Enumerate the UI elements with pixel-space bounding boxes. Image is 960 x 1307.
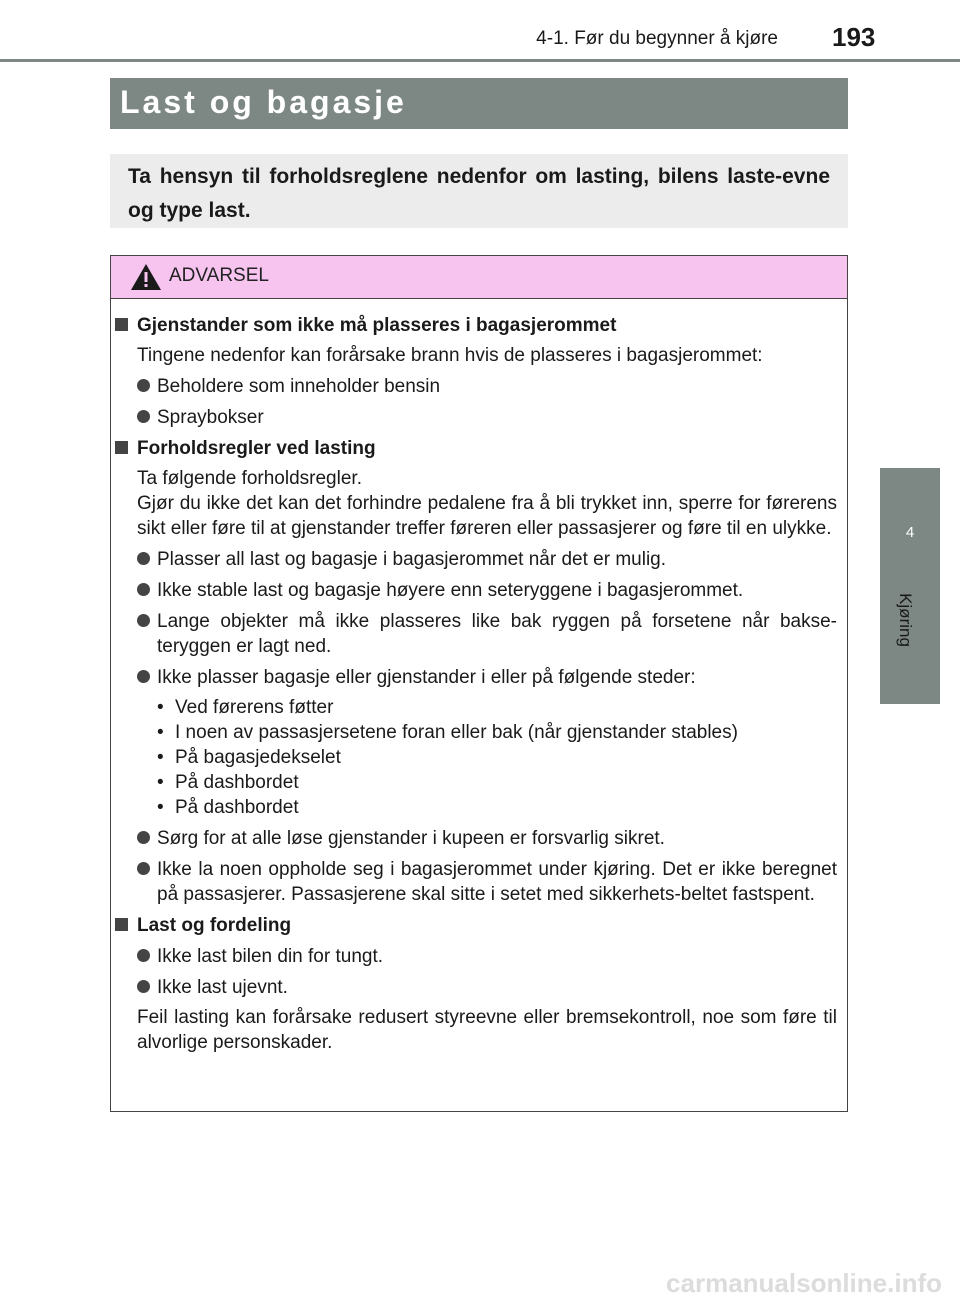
round-bullet-icon xyxy=(137,980,150,993)
list-item: Ikke last ujevnt. xyxy=(115,975,837,1000)
section-title: Last og bagasje xyxy=(120,84,407,120)
paragraph: Ta følgende forholdsregler. Gjør du ikke det kan det forhindre pedalene fra å bli trykket inn, sperre for førerens sikt eller føre til at gjenstander treffer føreren eller passasjerer og føre til en ulykke. xyxy=(137,468,837,539)
round-bullet-icon xyxy=(137,410,150,423)
list-item: Lange objekter må ikke plasseres like bak ryggen på forsetene når bakse-teryggen er lagt ned. xyxy=(115,609,837,659)
sub-list-item: • På dashbordet xyxy=(157,797,299,818)
paragraph: Tingene nedenfor kan forårsake brann hvis de plasseres i bagasjerommet: xyxy=(137,345,763,366)
list-item: Ikke last bilen din for tungt. xyxy=(115,944,837,969)
section-title-banner xyxy=(110,78,848,129)
header-rule xyxy=(0,59,960,62)
section-heading: Forholdsregler ved lasting xyxy=(115,436,837,461)
watermark: carmanualsonline.info xyxy=(666,1268,942,1298)
list-item: Ikke plasser bagasje eller gjenstander i eller på følgende steder: xyxy=(115,665,837,690)
square-bullet-icon xyxy=(115,318,128,331)
list-item: Spraybokser xyxy=(115,405,837,430)
chapter-title: 4-1. Før du begynner å kjøre xyxy=(536,28,778,49)
list-item: Ikke stable last og bagasje høyere enn seteryggene i bagasjerommet. xyxy=(115,578,837,603)
paragraph: Feil lasting kan forårsake redusert styreevne eller bremsekontroll, noe som føre til alvorlige personskader. xyxy=(137,1007,837,1053)
page-number: 193 xyxy=(832,22,876,52)
chapter-side-label xyxy=(895,580,915,660)
sub-list-item: • Ved førerens føtter xyxy=(157,697,334,718)
warning-title: ADVARSEL xyxy=(169,265,269,286)
square-bullet-icon xyxy=(115,918,128,931)
section-heading: Gjenstander som ikke må plasseres i bagasjerommet xyxy=(115,313,837,338)
round-bullet-icon xyxy=(137,379,150,392)
chapter-side-label-text: Kjøring xyxy=(896,593,915,647)
round-bullet-icon xyxy=(137,862,150,875)
warning-box xyxy=(110,255,848,1112)
round-bullet-icon xyxy=(137,583,150,596)
round-bullet-icon xyxy=(137,614,150,627)
sub-list-item: • På dashbordet xyxy=(157,772,299,793)
sub-list-item: • I noen av passasjersetene foran eller bak (når gjenstander stables) xyxy=(157,722,738,743)
section-heading: Last og fordeling xyxy=(115,913,837,938)
list-item: Ikke la noen oppholde seg i bagasjerommet under kjøring. Det er ikke beregnet på passasjerer. Passasjerene skal sitte i setet med sikkerhets-beltet fastspent. xyxy=(115,857,837,907)
sub-list-item: • På bagasjedekselet xyxy=(157,747,341,768)
round-bullet-icon xyxy=(137,552,150,565)
warning-triangle-icon xyxy=(130,263,162,291)
round-bullet-icon xyxy=(137,831,150,844)
sub-list xyxy=(115,695,837,820)
list-item: Beholdere som inneholder bensin xyxy=(115,374,837,399)
intro-box: Ta hensyn til forholdsreglene nedenfor om lasting, bilens laste-evne og type last. xyxy=(110,154,848,228)
list-item: Plasser all last og bagasje i bagasjerommet når det er mulig. xyxy=(115,547,837,572)
list-item: Sørg for at alle løse gjenstander i kupeen er forsvarlig sikret. xyxy=(115,826,837,851)
chapter-number: 4 xyxy=(905,524,915,541)
warning-header xyxy=(111,256,847,299)
warning-body xyxy=(111,299,847,1055)
round-bullet-icon xyxy=(137,949,150,962)
round-bullet-icon xyxy=(137,670,150,683)
square-bullet-icon xyxy=(115,441,128,454)
